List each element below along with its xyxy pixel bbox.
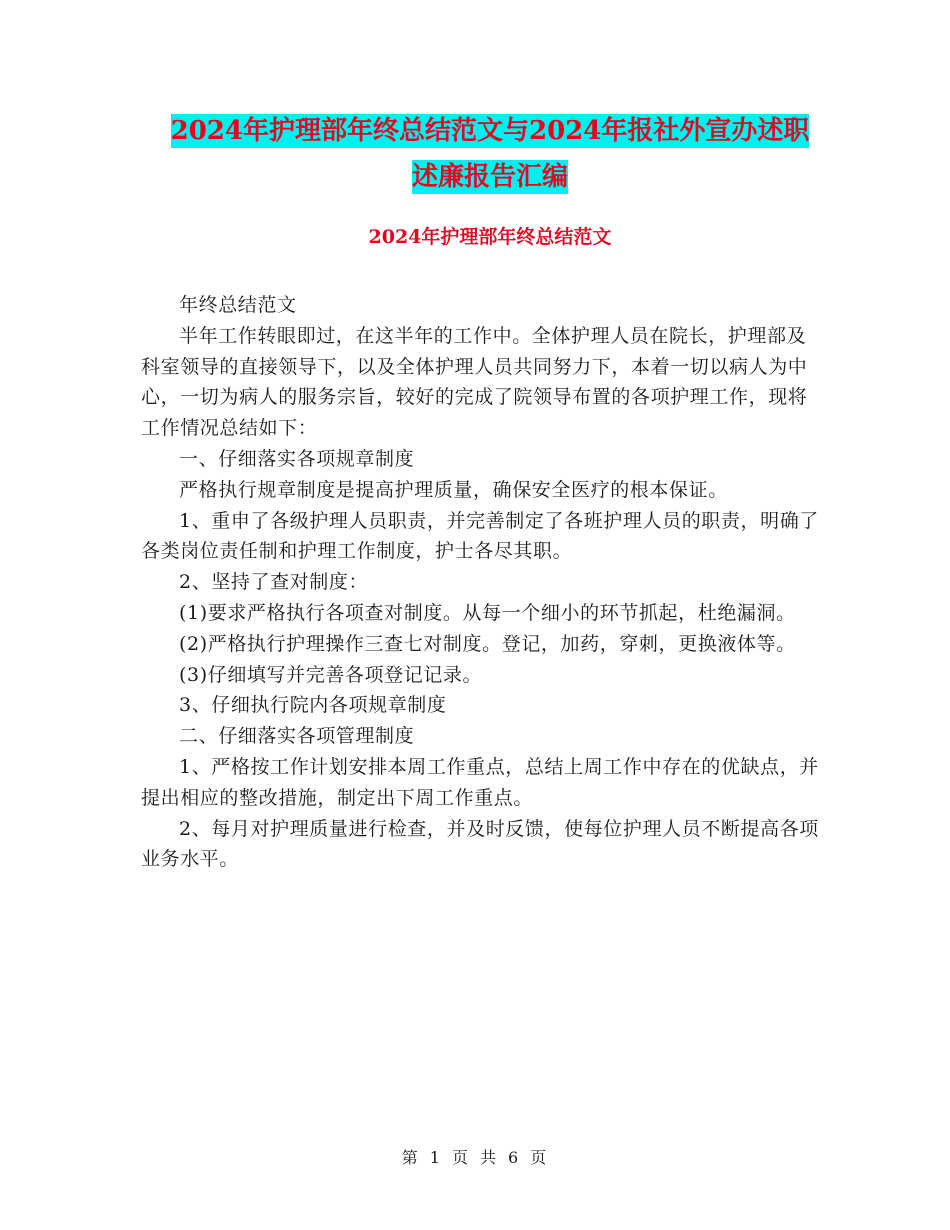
- footer-page-current: 1: [429, 1148, 442, 1167]
- paragraph: 年终总结范文: [179, 294, 297, 316]
- paragraph: 半年工作转眼即过，在这半年的工作中。全体护理人员在院长，护理部及科室领导的直接领导下，以及全体护理人员共同努力下，本着一切以病人为中心，一切为病人的服务宗旨，较好的完成了院领导布置的各项护理工作，现将工作情况总结如下：: [141, 324, 808, 440]
- document-title: [130, 108, 850, 200]
- footer-total-unit: 页: [530, 1148, 549, 1167]
- paragraph: 1、重申了各级护理人员职责，并完善制定了各班护理人员的职责，明确了各类岗位责任制和护理工作制度，护士各尽其职。: [141, 509, 819, 563]
- footer-total-label: 共: [480, 1148, 499, 1167]
- footer-page-total: 6: [508, 1148, 521, 1167]
- paragraph: (2)严格执行护理操作三查七对制度。登记，加药，穿刺，更换液体等。: [179, 632, 796, 655]
- paragraph: (3)仔细填写并完善各项登记记录。: [179, 663, 483, 686]
- paragraph: 2、坚持了查对制度：: [179, 571, 369, 594]
- document-title-line1: 2024年护理部年终总结范文与2024年报社外宣办述职: [170, 116, 810, 146]
- paragraph: 二、仔细落实各项管理制度: [179, 725, 415, 748]
- paragraph: 1、严格按工作计划安排本周工作重点，总结上周工作中存在的优缺点，并提出相应的整改措施，制定出下周工作重点。: [141, 755, 819, 809]
- paragraph: (1)要求严格执行各项查对制度。从每一个细小的环节抓起，杜绝漏洞。: [179, 601, 796, 624]
- paragraph: 2、每月对护理质量进行检查，并及时反馈，使每位护理人员不断提高各项业务水平。: [141, 817, 819, 871]
- paragraph: 3、仔细执行院内各项规章制度: [179, 694, 447, 717]
- section-title: 2024年护理部年终总结范文: [368, 226, 612, 248]
- footer-page-label: 第: [401, 1148, 420, 1167]
- paragraph: 一、仔细落实各项规章制度: [179, 447, 415, 470]
- document-body: [141, 290, 821, 875]
- document-title-line2: 述廉报告汇编: [411, 162, 568, 192]
- page-footer: [0, 1145, 950, 1168]
- paragraph: 严格执行规章制度是提高护理质量，确保安全医疗的根本保证。: [179, 478, 728, 501]
- footer-page-unit: 页: [451, 1148, 470, 1167]
